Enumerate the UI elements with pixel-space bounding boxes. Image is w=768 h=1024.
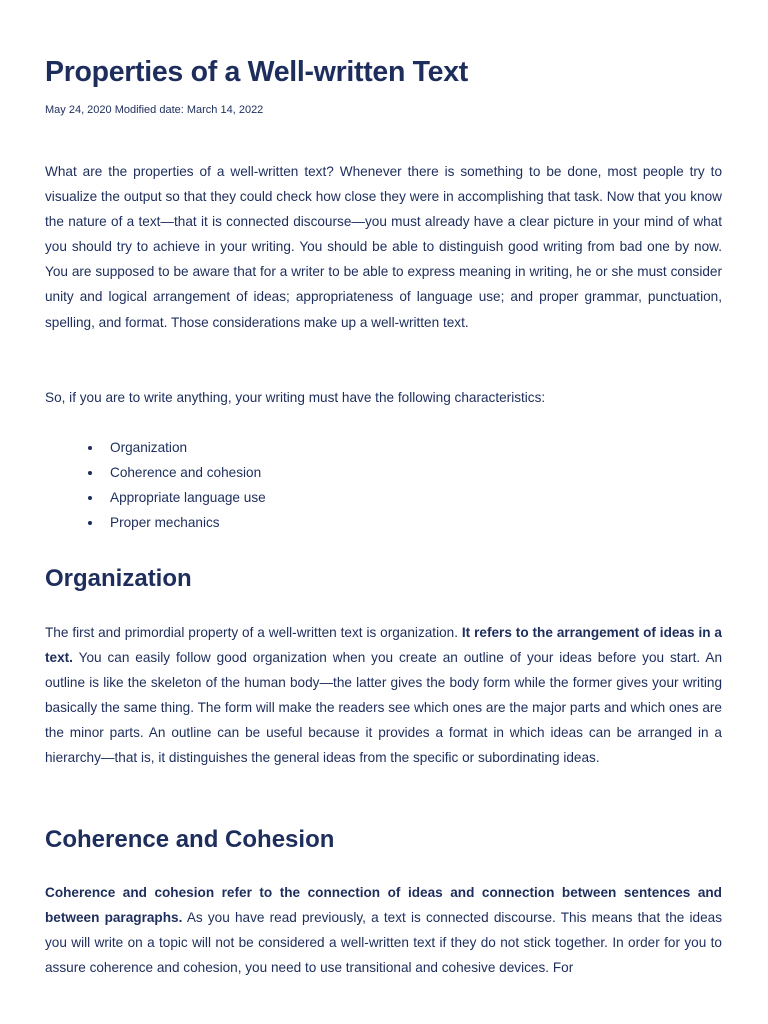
characteristics-lead: So, if you are to write anything, your writing must have the following characteristics: bbox=[45, 390, 546, 405]
coherence-heading: Coherence and Cohesion bbox=[45, 826, 335, 853]
list-item: Proper mechanics bbox=[45, 510, 266, 535]
coherence-definition: Coherence and cohesion refer to the connection of ideas and connection between sentences and between paragraphs. bbox=[45, 885, 722, 926]
date-line: May 24, 2020 Modified date: March 14, 2022 bbox=[45, 104, 264, 116]
page-title: Properties of a Well-written Text bbox=[45, 56, 468, 88]
intro-paragraph: What are the properties of a well-written text? Whenever there is something to be done, most people try to visualize the output so that they could check how close they were in accomplishing that task. Now that you know the nature of a text—that it is connected discourse—you must already have a clear picture in your mind of what you should try to achieve in your writing. You should be able to distinguish good writing from bad one by now. You are supposed to be aware that for a writer to be able to express meaning in writing, he or she must consider unity and logical arrangement of ideas; appropriateness of language use; and proper grammar, punctuation, spelling, and format. Those considerations make up a well-written text. bbox=[45, 164, 722, 330]
organization-definition: It refers to the arrangement of ideas in a text. bbox=[45, 625, 722, 666]
characteristics-list bbox=[45, 435, 266, 535]
list-item: Organization bbox=[45, 435, 266, 460]
list-item: Appropriate language use bbox=[45, 485, 266, 510]
organization-paragraph bbox=[45, 620, 722, 771]
coherence-paragraph bbox=[45, 880, 722, 1005]
coherence-text-rest: As you have read previously, a text is connected discourse. This means that the ideas you will write on a topic will not be considered a well-written text if they do not stick together. In order for you to assure coherence and cohesion, you need to use transitional and cohesive devices. For bbox=[45, 910, 722, 976]
list-item: Coherence and cohesion bbox=[45, 460, 266, 485]
organization-text-start: The first and primordial property of a well-written text is organization. bbox=[45, 625, 462, 640]
organization-text-rest: You can easily follow good organization when you create an outline of your ideas before you start. An outline is like the skeleton of the human body—the latter gives the body form while the former gives your writing basically the same thing. The form will make the readers see which ones are the major parts and which ones are the minor parts. An outline can be useful because it provides a format in which ideas can be arranged in a hierarchy—that is, it distinguishes the general ideas from the specific or subordinating ideas. bbox=[45, 650, 722, 766]
organization-heading: Organization bbox=[45, 565, 192, 592]
